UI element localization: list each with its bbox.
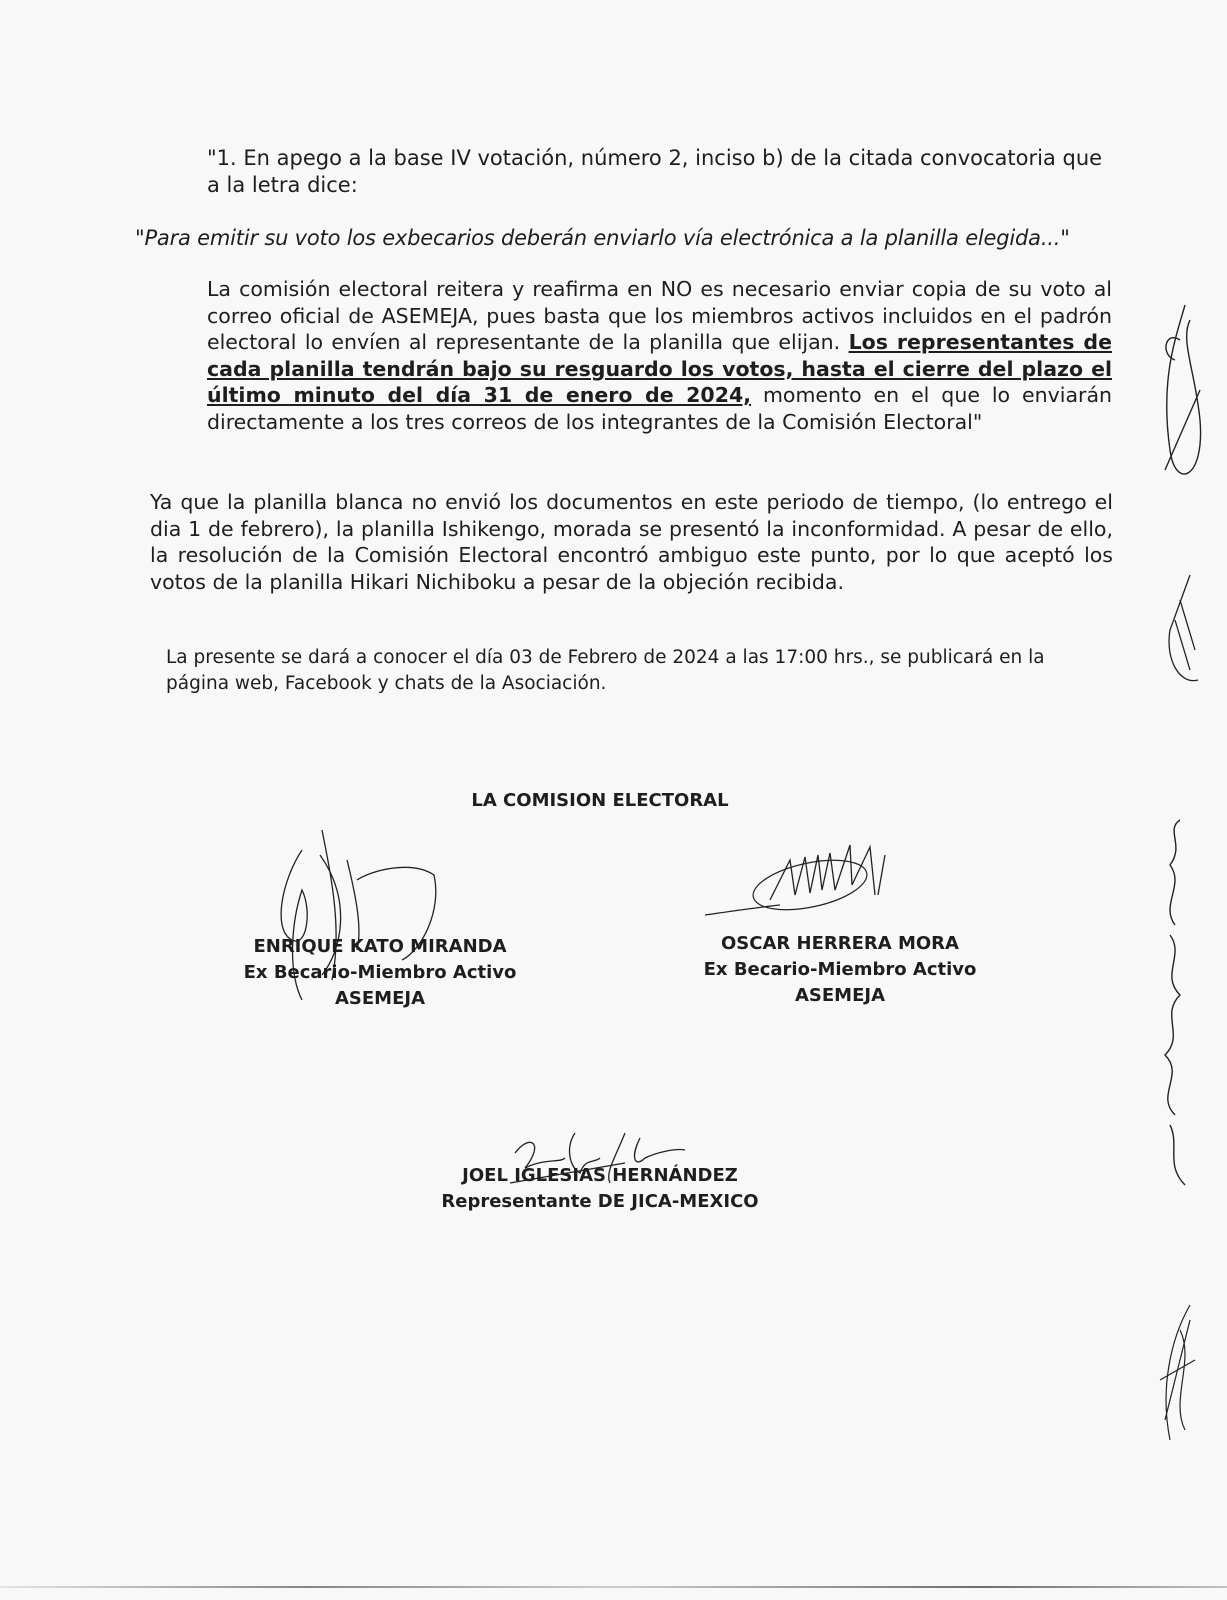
statement-bold-underlined: Los representantes de cada planilla tendrán bajo su resguardo los votos, hasta el cierre del plazo el último minuto del día 31 de enero de 2024, xyxy=(207,330,1112,407)
margin-initials-3-icon xyxy=(1150,1300,1205,1450)
signer-oscar xyxy=(650,931,1030,1009)
signature-oscar-icon xyxy=(700,835,930,925)
signer-name: JOEL IGLESIAS HERNÁNDEZ xyxy=(462,1165,738,1186)
statement-end: momento en el que lo enviarán directamente a los tres correos de los integrantes de la Comisión Electoral" xyxy=(207,383,1112,434)
resolution-paragraph: Ya que la planilla blanca no envió los documentos en este periodo de tiempo, (lo entrego el dia 1 de febrero), la planilla Ishikengo, morada se presentó la inconformidad. A pesar de ello, la resolución de la Comisión Electoral encontró ambiguo este punto, por lo que aceptó los votos de la planilla Hikari Nichiboku a pesar de la objeción recibida. xyxy=(150,490,1113,594)
quoted-base-text: "Para emitir su voto los exbecarios deberán enviarlo vía electrónica a la planilla elegida..." xyxy=(135,226,1070,250)
signer-role: Ex Becario-Miembro Activo xyxy=(243,962,517,983)
publication-notice: La presente se dará a conocer el día 03 de Febrero de 2024 a las 17:00 hrs., se publicará en la página web, Facebook y chats de la Asociación. xyxy=(166,647,1045,694)
statement-start: La comisión electoral reitera y reafirma en NO es necesario enviar copia de su voto al correo oficial de ASEMEJA, pues basta que los miembros activos incluidos en el padrón electoral lo envíen al representante de la planilla que elijan. xyxy=(207,277,1112,354)
signer-joel xyxy=(370,1163,830,1215)
commission-statement xyxy=(207,276,1112,435)
committee-title: LA COMISION ELECTORAL xyxy=(471,790,729,811)
margin-initials-1-icon xyxy=(1155,300,1215,500)
margin-initials-2-icon xyxy=(1160,570,1205,690)
signer-org: ASEMEJA xyxy=(794,985,886,1006)
point-1-text: "1. En apego a la base IV votación, número 2, inciso b) de la citada convocatoria que a la letra dice: xyxy=(207,146,1103,197)
scan-edge-line xyxy=(0,1586,1227,1588)
margin-signature-vertical-icon xyxy=(1145,815,1205,1195)
signer-role: Ex Becario-Miembro Activo xyxy=(703,959,977,980)
signer-role: Representante DE JICA-MEXICO xyxy=(441,1191,759,1212)
signer-name: OSCAR HERRERA MORA xyxy=(721,933,959,954)
signer-name: ENRIQUE KATO MIRANDA xyxy=(253,936,507,957)
signer-org: ASEMEJA xyxy=(334,988,426,1009)
signer-enrique xyxy=(190,934,570,1012)
